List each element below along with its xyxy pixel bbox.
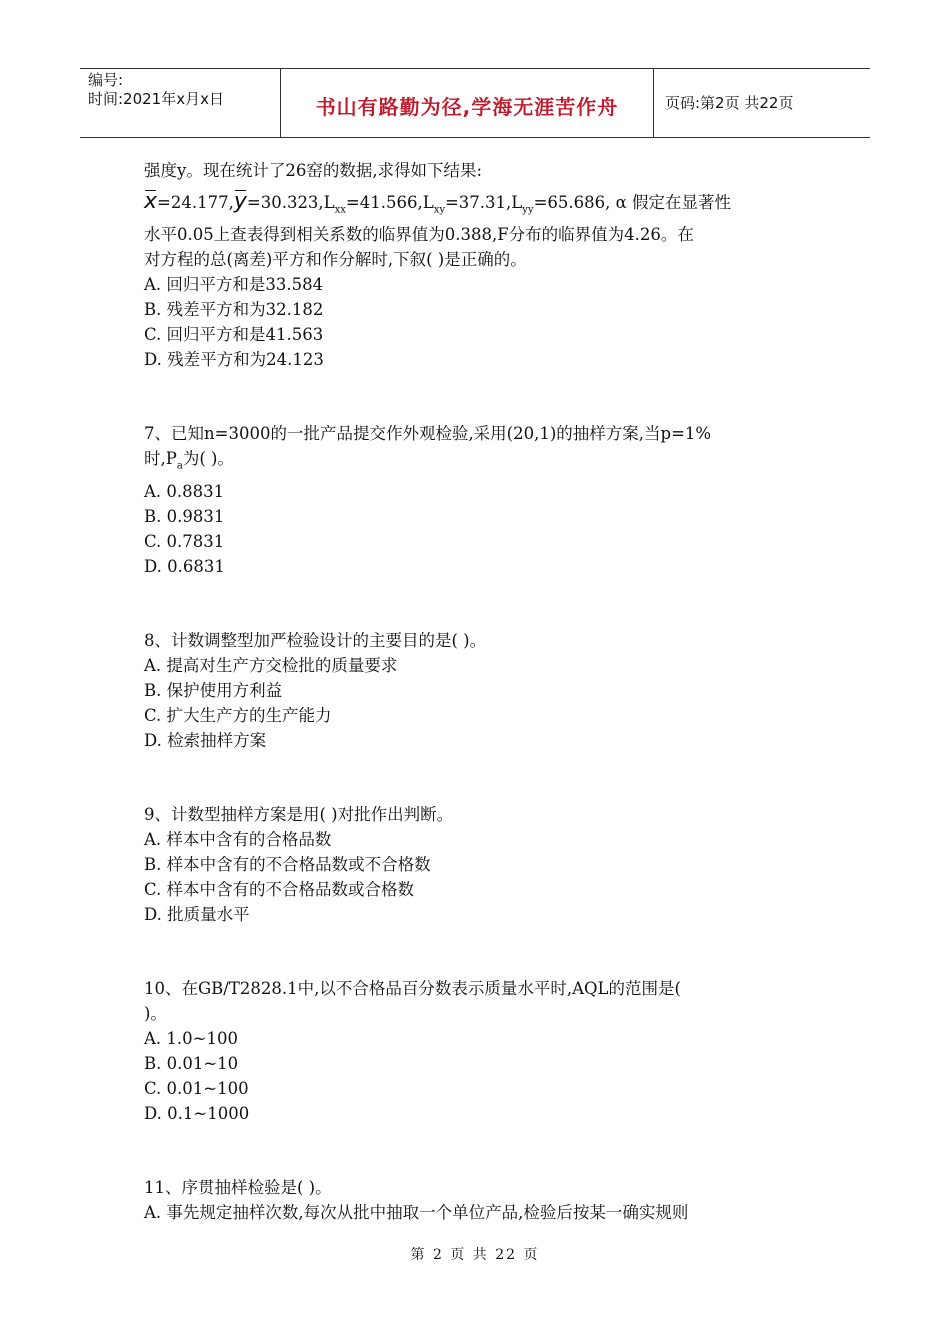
q8-stem: 8、计数调整型加严检验设计的主要目的是( )。 [144,630,487,650]
q9-option-d: D. 批质量水平 [144,904,250,924]
header-motto: 书山有路勤为径,学海无涯苦作舟 [315,94,619,119]
q10-option-c: C. 0.01~100 [144,1078,249,1098]
q6-option-a: A. 回归平方和是33.584 [144,275,324,295]
q8-option-c: C. 扩大生产方的生产能力 [144,705,332,725]
header-right-cell [655,69,870,137]
header-page-info: 页码:第2页 共22页 [665,93,794,112]
q10-stem-line-2: )。 [144,1003,167,1023]
q6-line-1: 强度y。现在统计了26窑的数据,求得如下结果: [144,161,483,180]
header-middle-cell [281,69,654,137]
x-bar-symbol: x [144,189,158,214]
q7-stem: 7、已知n=3000的一批产品提交作外观检验,采用(20,1)的抽样方案,当p=1% [144,424,712,444]
q7-option-d: D. 0.6831 [144,556,225,576]
document-date: 时间:2021年x月x日 [88,90,224,108]
q8-option-a: A. 提高对生产方交检批的质量要求 [144,655,398,675]
q6-option-d: D. 残差平方和为24.123 [144,350,324,370]
q7-option-a: A. 0.8831 [144,481,225,501]
q6-line-2: $x=24.177,y=30.323,L_{xx}=41.566,L_{xy}=37.31,L_{yy}=65.686$, α 假定在显著性 [144,189,731,216]
y-bar-symbol: y [233,189,247,214]
q10-stem: 10、在GB/T2828.1中,以不合格品百分数表示质量水平时,AQL的范围是( [144,978,681,998]
q8-option-b: B. 保护使用方利益 [144,680,283,700]
q6-option-c: C. 回归平方和是41.563 [144,325,324,345]
document-body [144,158,824,1225]
q9-stem: 9、计数型抽样方案是用( )对批作出判断。 [144,804,454,824]
q7-option-c: C. 0.7831 [144,531,225,551]
q9-option-c: C. 样本中含有的不合格品数或合格数 [144,879,415,899]
q7-option-b: B. 0.9831 [144,506,225,526]
q9-option-b: B. 样本中含有的不合格品数或不合格数 [144,854,431,874]
header-left-cell [80,69,281,137]
q6-line-3: 水平0.05上查表得到相关系数的临界值为0.388,F分布的临界值为4.26。在 [144,225,694,245]
q9-option-a: A. 样本中含有的合格品数 [144,829,332,849]
page-footer: 第 2 页 共 22 页 [410,1247,540,1263]
q11-stem: 11、序贯抽样检验是( )。 [144,1177,332,1197]
q10-option-a: A. 1.0~100 [144,1028,238,1048]
q8-option-d: D. 检索抽样方案 [144,730,267,750]
q6-line-4: 对方程的总(离差)平方和作分解时,下叙( )是正确的。 [144,250,527,270]
q11-option-a: A. 事先规定抽样次数,每次从批中抽取一个单位产品,检验后按某一确实规则 [144,1202,689,1222]
document-number-label: 编号: [88,71,124,89]
q7-stem-line-2: 时$,P_a$为( )。 [144,449,234,472]
page-header [80,68,870,138]
q10-option-b: B. 0.01~10 [144,1053,239,1073]
q10-option-d: D. 0.1~1000 [144,1103,250,1123]
q6-option-b: B. 残差平方和为32.182 [144,300,324,320]
